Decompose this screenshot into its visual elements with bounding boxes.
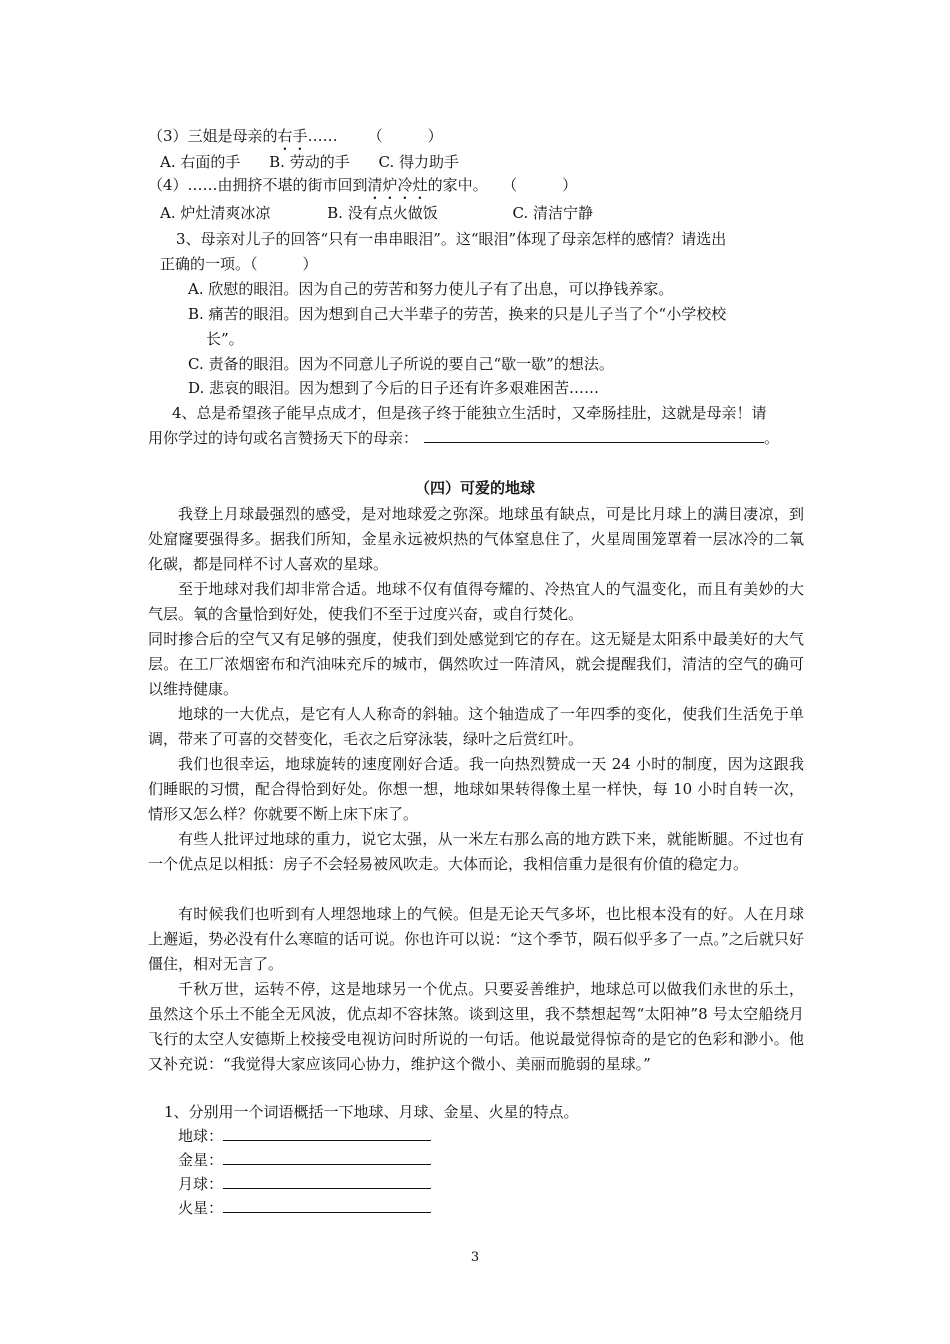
s4q1-earth-row [178, 1126, 431, 1146]
q4-option-a[interactable]: A. 炉灶清爽冰凉 [160, 204, 271, 222]
question-3 [148, 126, 443, 154]
question-4-emphasis: 清炉冷灶 [367, 176, 428, 194]
question-4-answer-blank[interactable]: （ ） [509, 176, 578, 194]
question-3b-line2 [160, 254, 318, 274]
q3-option-c[interactable]: C. 得力助手 [378, 153, 459, 171]
question-4b-line2 [148, 428, 779, 448]
question-3b-line1: 3、母亲对儿子的回答“只有一串串眼泪”。这“眼泪”体现了母亲怎样的感情？请选出 [176, 230, 727, 248]
s4q1-venus-row [178, 1150, 431, 1170]
passage-paragraph-7: 有时候我们也听到有人埋怨地球上的气候。但是无论天气多坏，也比根本没有的好。人在月球上邂逅，势必没有什么寒暄的话可说。你也许可以说：“这个季节，陨石似乎多了一点。”之后就只好僵住，相对无言了。 [148, 905, 804, 973]
question-4b-answer-line[interactable] [424, 428, 764, 443]
question-3-prefix: （3）三姐是母亲的 [148, 127, 278, 145]
question-3-emphasis: 右手 [277, 127, 308, 145]
passage-paragraph-6: 有些人批评过地球的重力，说它太强，从一米左右那么高的地方跌下来，就能断腿。不过也有一个优点足以相抵：房子不会轻易被风吹走。大体而论，我相信重力是很有价值的稳定力。 [148, 830, 804, 873]
s4q1-venus-label: 金星： [178, 1151, 224, 1169]
s4q1-mars-answer[interactable] [223, 1198, 431, 1213]
question-3b-answer-blank[interactable]: （ ） [250, 255, 318, 273]
question-4 [148, 175, 577, 203]
q3-option-a[interactable]: A. 右面的手 [160, 153, 241, 171]
s4q1-moon-label: 月球： [178, 1175, 224, 1193]
passage-paragraph-8: 千秋万世，运转不停，这是地球另一个优点。只要妥善维护，地球总可以做我们永世的乐土，虽然这个乐土不能全无风波，优点却不容抹煞。谈到这里，我不禁想起驾“太阳神”8 号太空船绕月飞行的太空人安德斯上校接受电视访问时所说的一句话。他说最觉得惊奇的是它的色彩和渺小。他又补充说：“我觉得大家应该同心协力，维护这个微小、美丽而脆弱的星球。” [148, 980, 804, 1073]
q3b-option-d[interactable]: D. 悲哀的眼泪。因为想到了今后的日子还有许多艰难困苦…… [188, 379, 600, 397]
q3b-option-c[interactable]: C. 责备的眼泪。因为不同意儿子所说的要自己“歇一歇”的想法。 [188, 355, 614, 373]
s4q1-earth-answer[interactable] [223, 1126, 431, 1141]
q3b-option-b-cont: 长”。 [206, 330, 244, 348]
question-4-prefix: （4）……由拥挤不堪的街市回到 [148, 176, 368, 194]
passage-paragraph-3: 同时掺合后的空气又有足够的强度，使我们到处感觉到它的存在。这无疑是太阳系中最美好的大气层。在工厂浓烟密布和汽油味充斥的城市，偶然吹过一阵清风，就会提醒我们，清洁的空气的确可以维持健康。 [148, 630, 804, 698]
s4q1-venus-answer[interactable] [223, 1150, 431, 1165]
s4q1-moon-answer[interactable] [223, 1174, 431, 1189]
s4q1-earth-label: 地球： [178, 1127, 224, 1145]
passage-paragraph-4: 地球的一大优点，是它有人人称奇的斜轴。这个轴造成了一年四季的变化，使我们生活免于单调，带来了可喜的交替变化，毛衣之后穿泳装，绿叶之后赏红叶。 [148, 705, 804, 748]
s4q1-mars-row [178, 1198, 431, 1218]
s4q1-mars-label: 火星： [178, 1199, 224, 1217]
question-3b-line2-text: 正确的一项。 [160, 255, 251, 273]
question-3-suffix: …… [307, 127, 338, 145]
q4-option-c[interactable]: C. 清洁宁静 [512, 204, 593, 222]
q4-option-b[interactable]: B. 没有点火做饭 [327, 204, 438, 222]
q3-option-b[interactable]: B. 劳动的手 [269, 153, 350, 171]
question-4-suffix: 的家中。 [427, 176, 488, 194]
s4q1-moon-row [178, 1174, 431, 1194]
passage-paragraph-5: 我们也很幸运，地球旋转的速度刚好合适。我一向热烈赞成一天 24 小时的制度，因为这跟我们睡眠的习惯，配合得恰到好处。你想一想，地球如果转得像土星一样快，每 10 小时自转一次，情形又怎么样？你就要不断上床下床了。 [148, 755, 804, 823]
q3b-option-b[interactable]: B. 痛苦的眼泪。因为想到自己大半辈子的劳苦，换来的只是儿子当了个“小学校校 [188, 305, 727, 323]
question-4b-line2-text: 用你学过的诗句或名言赞扬天下的母亲： [148, 429, 419, 447]
passage-paragraph-1: 我登上月球最强烈的感受，是对地球爱之弥深。地球虽有缺点，可是比月球上的满目凄凉，到处窟窿要强得多。据我们所知，金星永远被炽热的气体窒息住了，火星周围笼罩着一层冰冷的二氧化碳，都是同样不讨人喜欢的星球。 [148, 505, 804, 573]
passage-paragraph-2: 至于地球对我们却非常合适。地球不仅有值得夸耀的、冷热宜人的气温变化，而且有美妙的大气层。氧的含量恰到好处，使我们不至于过度兴奋，或自行焚化。 [148, 580, 804, 623]
page-number: 3 [470, 1250, 480, 1265]
section-title: （四）可爱的地球 [414, 479, 535, 497]
question-3-options [160, 152, 483, 172]
question-4b-line1: 4、总是希望孩子能早点成才，但是孩子终于能独立生活时，又牵肠挂肚，这就是母亲！请 [172, 404, 767, 422]
q3b-option-a[interactable]: A. 欣慰的眼泪。因为自己的劳苦和努力使儿子有了出息，可以挣钱养家。 [188, 280, 674, 298]
s4-question-1: 1、分别用一个词语概括一下地球、月球、金星、火星的特点。 [164, 1103, 579, 1121]
question-3-answer-blank[interactable]: （ ） [367, 127, 443, 145]
question-4-options [160, 203, 593, 223]
question-4b-end: 。 [764, 429, 780, 447]
